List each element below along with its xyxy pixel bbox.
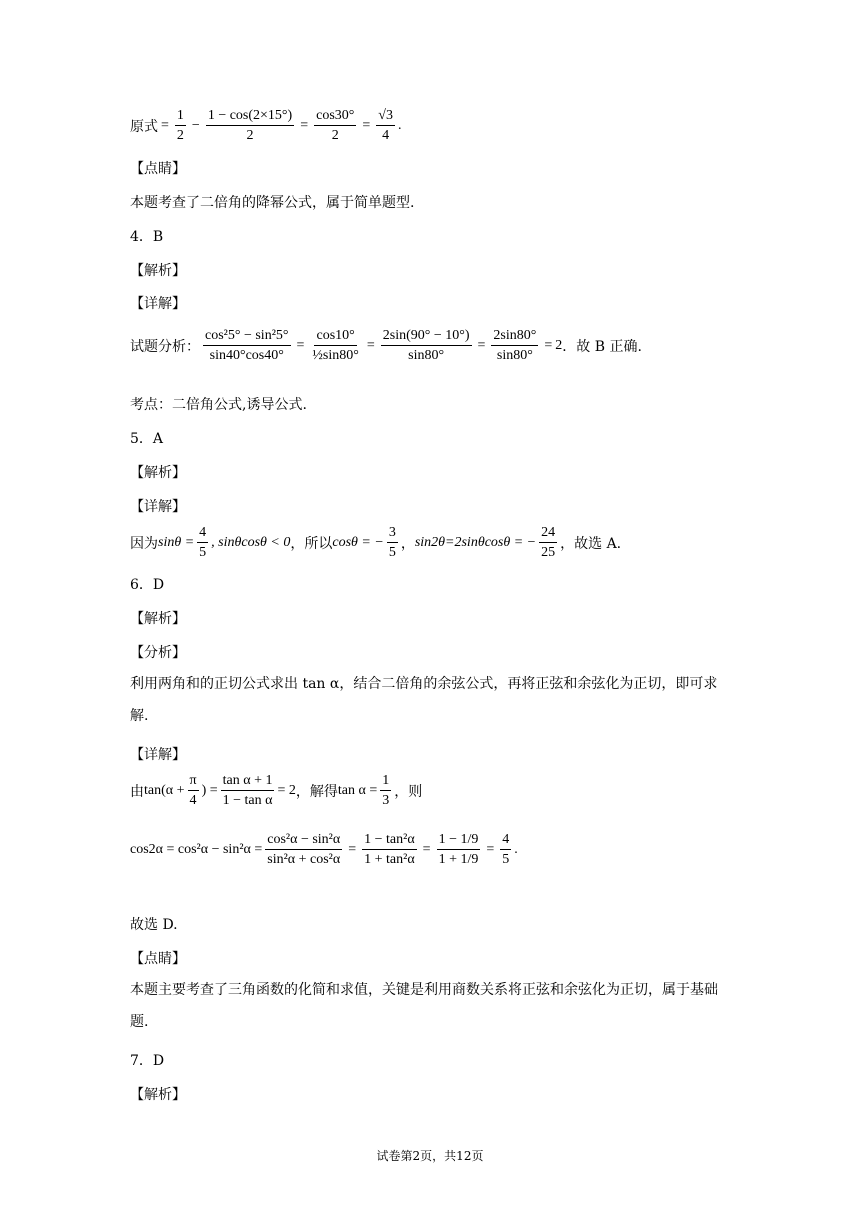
tag-xiangjie: 【详解】: [130, 296, 186, 312]
answer-4: 4．B: [130, 229, 164, 245]
fraction: $\frac{2\sin 80^\circ}{\sin 80^\circ}$: [493, 328, 537, 363]
tag-jiexi: 【解析】: [130, 1087, 186, 1103]
fraction: $\frac{1}{2}$: [176, 108, 184, 143]
formula-line-q5: 因为 sinθ = $\frac{4}{5}$ , sinθcosθ < 0 ，所以 cosθ = − $\frac{3}{5}$ ， sin2θ=2sinθcosθ = − $\frac{24}{25}$ ，故选 A.: [130, 525, 622, 560]
answer-5: 5．A: [130, 431, 164, 447]
fraction: $\frac{\cos 10^\circ}{\text{½sin80°}}$: [312, 328, 359, 363]
tag-jiexi: 【解析】: [130, 465, 186, 481]
tag-dianjing: 【点睛】: [130, 951, 186, 967]
fraction: $\frac{3}{5}$: [388, 525, 396, 560]
fraction: $\frac{\pi}{4}$: [189, 773, 197, 808]
fraction: $\frac{4}{5}$: [199, 525, 207, 560]
fraction: $\frac{√3}{4}$: [378, 108, 393, 143]
fraction: $\frac{\text{cos²5° − sin²5°}}{\sin 40^\circ\cos 40^\circ}$: [205, 328, 289, 363]
fraction: $\frac{1 - \cos(2\times 15^\circ)}{2}$: [207, 108, 293, 143]
minus-sign: −: [191, 117, 200, 133]
formula-line-q4: 试题分析： $\frac{\text{cos²5° − sin²5°}}{\sin 40^\circ\cos 40^\circ}$ = $\frac{\cos 10^\circ}{\text{½sin80°}}$ = $\frac{2\sin(90^\circ - 10^\circ)}{\sin 80^\circ}$ = $\frac{2\sin 80^\circ}{\sin 80^\circ}$ = 2 ．故 B 正确.: [130, 328, 642, 363]
tag-xiangjie: 【详解】: [130, 747, 186, 763]
tag-jiexi: 【解析】: [130, 611, 186, 627]
fraction: $\frac{2\sin(90^\circ - 10^\circ)}{\sin 80^\circ}$: [382, 328, 470, 363]
prefix-label: 试题分析：: [130, 338, 200, 355]
paragraph: 本题考查了二倍角的降幂公式，属于简单题型.: [130, 195, 415, 211]
fraction: $\frac{4}{5}$: [502, 832, 510, 867]
fraction: $\frac{24}{25}$: [541, 525, 556, 560]
fraction: $\frac{1}{3}$: [382, 773, 390, 808]
formula-line-1: 原式 = $\frac{1}{2}$ − $\frac{1 - \cos(2\times 15^\circ)}{2}$ = $\frac{\cos 30^\circ}{2}$ = $\frac{√3}{4}$ .: [130, 108, 402, 143]
page-footer: 试卷第2页，共12页: [376, 1149, 484, 1163]
paragraph: 故选 D.: [130, 917, 178, 933]
tag-dianjing: 【点睛】: [130, 161, 186, 177]
fraction: $\frac{\text{cos²α − sin²α}}{\text{sin²α + cos²α}}$: [267, 832, 341, 867]
fraction: $\frac{\cos 30^\circ}{2}$: [316, 108, 355, 143]
fraction: $\frac{\text{tan α + 1}}{\text{1 − tan α}}$: [222, 773, 273, 808]
tag-xiangjie: 【详解】: [130, 499, 186, 515]
fraction: $\frac{1 - 1/9}{1 + 1/9}$: [438, 832, 479, 867]
equals-sign: =: [161, 117, 169, 133]
tag-fenxi: 【分析】: [130, 645, 186, 661]
prefix-label: 原式: [130, 118, 158, 135]
formula-line-q6-1: 由 tan(α + $\frac{\pi}{4}$ ) = $\frac{\text{tan α + 1}}{\text{1 − tan α}}$ = 2 ，解得 tan α = $\frac{1}{3}$ ，则: [130, 773, 423, 808]
fraction: $\frac{\text{1 − tan²α}}{\text{1 + tan²α}}$: [364, 832, 415, 867]
paragraph: 利用两角和的正切公式求出 tan α，结合二倍角的余弦公式，再将正弦和余弦化为正切，即可求解.: [130, 676, 718, 724]
tag-jiexi: 【解析】: [130, 263, 186, 279]
paragraph: 本题主要考查了三角函数的化简和求值，关键是利用商数关系将正弦和余弦化为正切，属于基础题.: [130, 982, 718, 1030]
paragraph: 考点：二倍角公式,诱导公式.: [130, 397, 307, 413]
answer-6: 6．D: [130, 577, 165, 593]
formula-line-q6-2: cos2α = cos²α − sin²α = $\frac{\text{cos²α − sin²α}}{\text{sin²α + cos²α}}$ = $\frac{\text{1 − tan²α}}{\text{1 + tan²α}}$ = $\frac{1 - 1/9}{1 + 1/9}$ = $\frac{4}{5}$ .: [130, 832, 518, 867]
answer-7: 7．D: [130, 1053, 165, 1069]
